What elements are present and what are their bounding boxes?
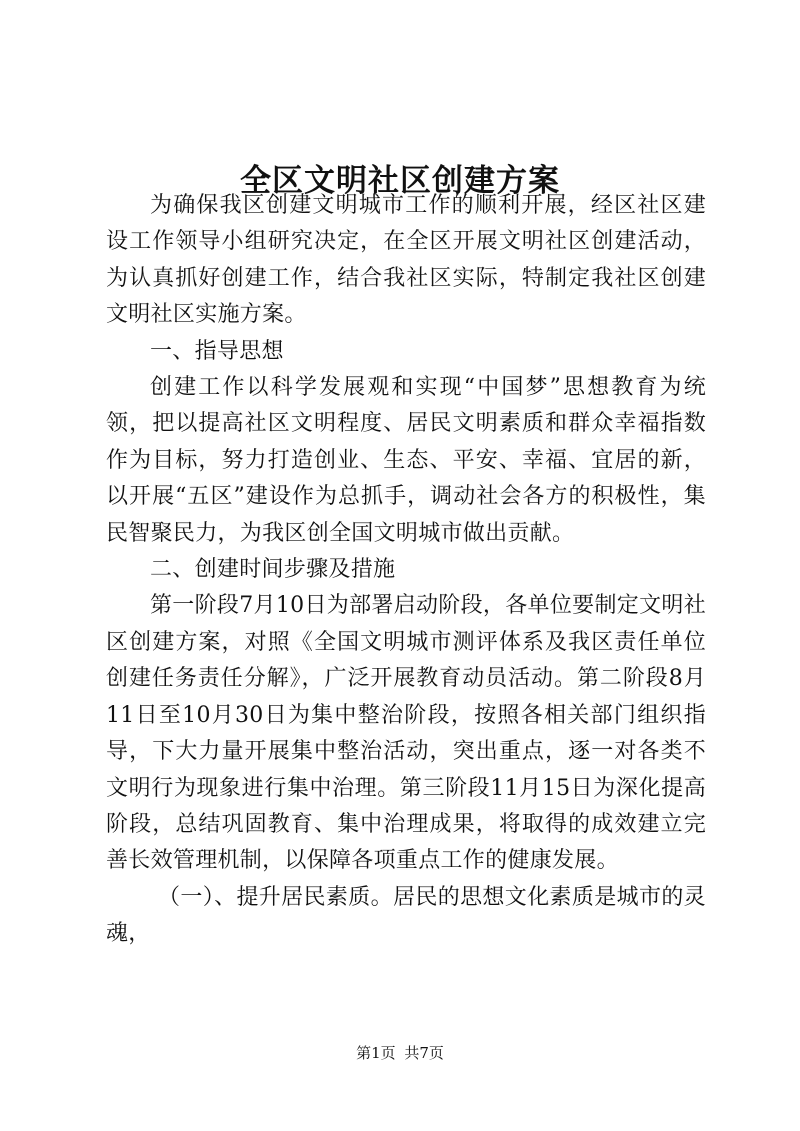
paragraph-improve-resident-quality: （一）、提升居民素质。居民的思想文化素质是城市的灵魂， — [106, 884, 706, 947]
page-footer: 第1页 共7页 — [356, 1044, 444, 1062]
heading-guiding-ideology: 一、指导思想 — [150, 338, 284, 364]
heading-timeline-measures: 二、创建时间步骤及措施 — [150, 557, 396, 583]
document-body — [106, 188, 706, 953]
paragraph-intro: 为确保我区创建文明城市工作的顺利开展，经区社区建设工作领导小组研究决定，在全区开展文明社区创建活动，为认真抓好创建工作，结合我社区实际，特制定我社区创建文明社区实施方案。 — [106, 193, 706, 328]
paragraph-guiding-ideology: 创建工作以科学发展观和实现“中国梦”思想教育为统领，把以提高社区文明程度、居民文明素质和群众幸福指数作为目标，努力打造创业、生态、平安、幸福、宜居的新，以开展“五区”建设作为总抓手，调动社会各方的积极性，集民智聚民力，为我区创全国文明城市做出贡献。 — [106, 375, 706, 546]
document-title: 全区文明社区创建方案 — [240, 162, 560, 199]
paragraph-timeline-measures: 第一阶段7月10日为部署启动阶段，各单位要制定文明社区创建方案，对照《全国文明城市测评体系及我区责任单位创建任务责任分解》，广泛开展教育动员活动。第二阶段8月11日至10月30日为集中整治阶段，按照各相关部门组织指导，下大力量开展集中整治活动，突出重点，逐一对各类不文明行为现象进行集中治理。第三阶段11月15日为深化提高阶段，总结巩固教育、集中治理成果，将取得的成效建立完善长效管理机制，以保障各项重点工作的健康发展。 — [106, 593, 706, 874]
